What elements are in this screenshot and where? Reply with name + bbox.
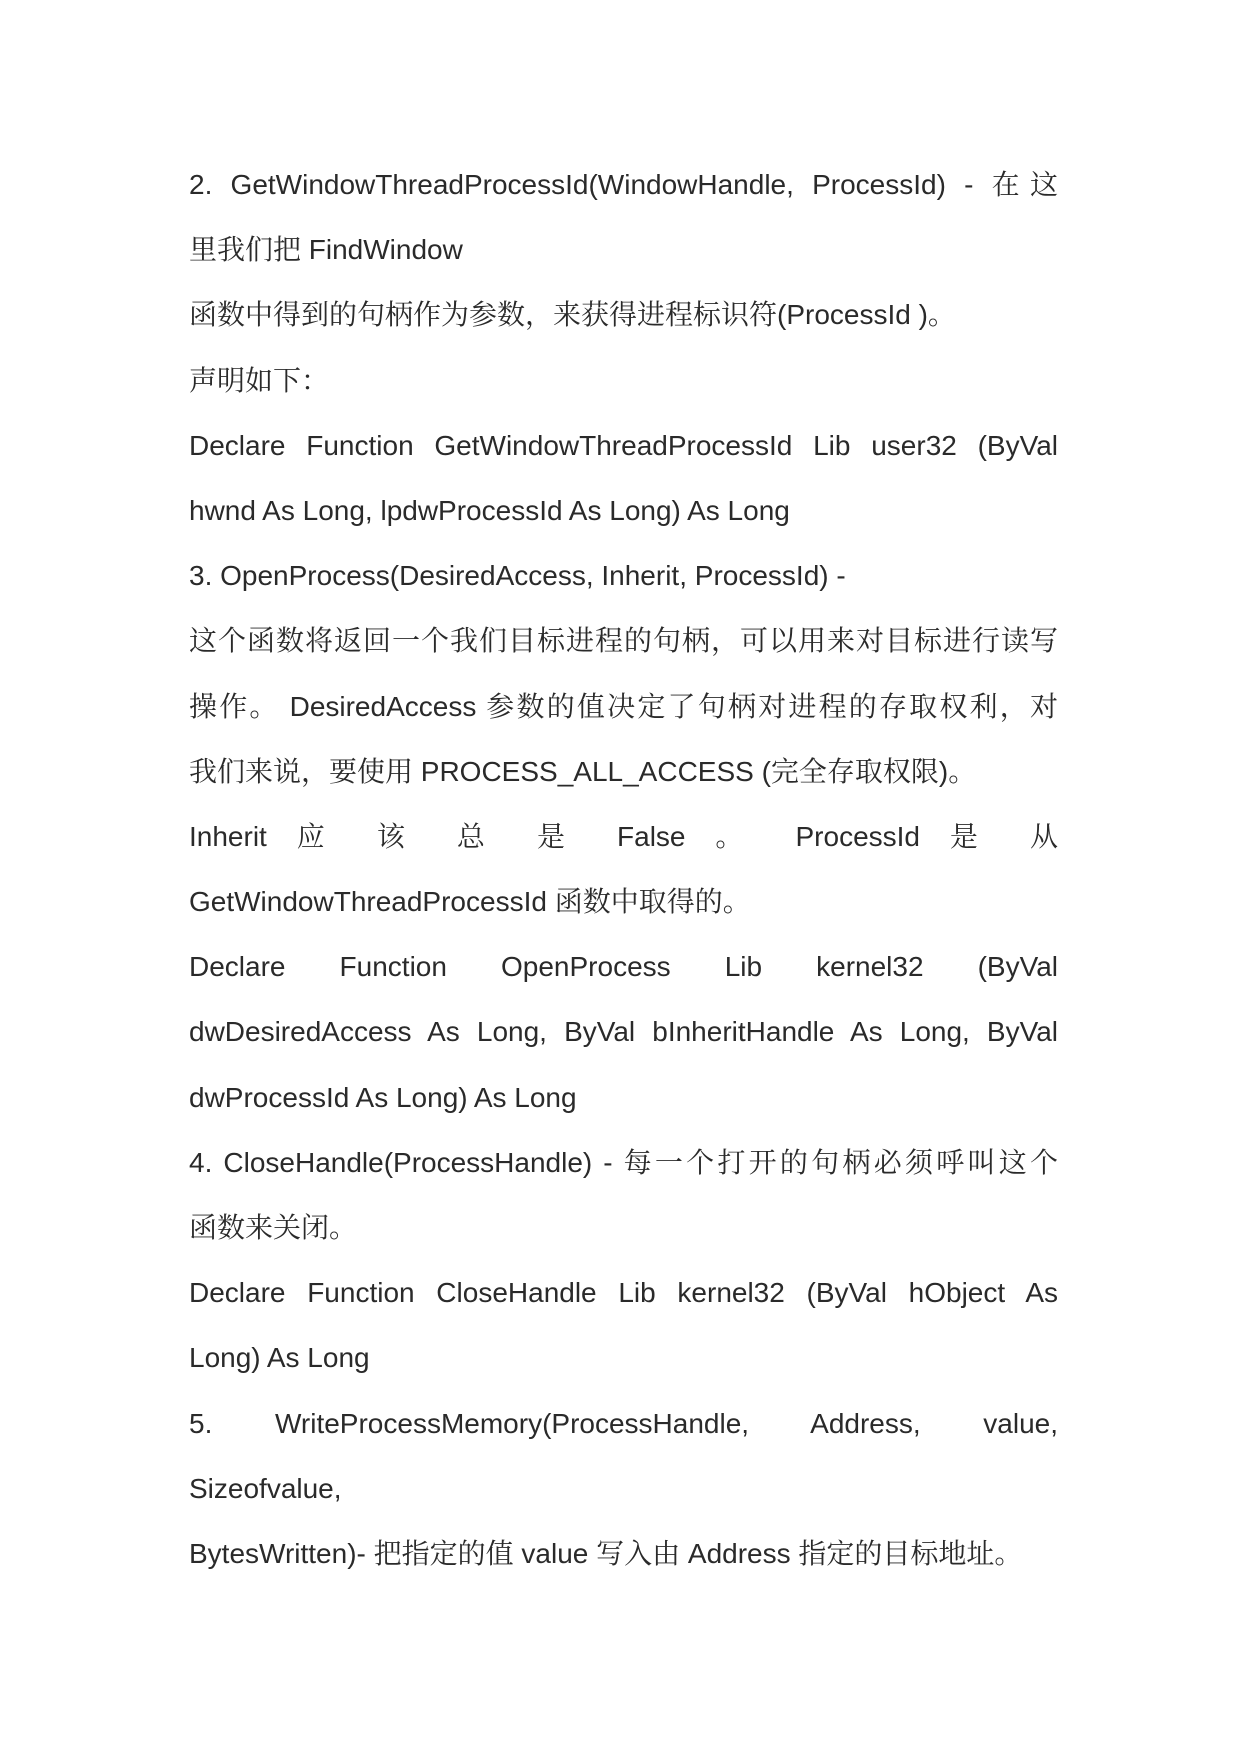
code-line: hwnd As Long, lpdwProcessId As Long) As Long <box>189 494 790 526</box>
text-line: 3. OpenProcess(DesiredAccess, Inherit, ProcessId) - <box>189 560 846 592</box>
text-line: 函数中得到的句柄作为参数，来获得进程标识符(ProcessId )。 <box>189 299 956 331</box>
text-line: 操作。 DesiredAccess 参数的值决定了句柄对进程的存取权利，对 <box>189 690 1058 722</box>
code-line: Declare Function GetWindowThreadProcessId Lib user32 (ByVal <box>189 429 1058 461</box>
text-line: 函数来关闭。 <box>189 1212 358 1243</box>
text-line: 我们来说，要使用 PROCESS_ALL_ACCESS (完全存取权限)。 <box>189 755 977 787</box>
text-line: Inherit 应 该 总 是 False 。 ProcessId 是 从 <box>189 820 1058 852</box>
text-line: 4. CloseHandle(ProcessHandle) - 每一个打开的句柄必须呼叫这个 <box>189 1146 1058 1178</box>
text-line: 2. GetWindowThreadProcessId(WindowHandle, ProcessId) - 在这 <box>189 169 1058 200</box>
document-body <box>189 152 1058 1586</box>
text-line: 5. WriteProcessMemory(ProcessHandle, Address, value, <box>189 1407 1058 1439</box>
code-line: dwDesiredAccess As Long, ByVal bInheritHandle As Long, ByVal <box>189 1016 1058 1048</box>
text-line: 声明如下： <box>189 364 330 396</box>
text-line: 里我们把 FindWindow <box>189 234 463 266</box>
text-line: 这个函数将返回一个我们目标进程的句柄，可以用来对目标进行读写 <box>189 625 1058 657</box>
code-line: Declare Function CloseHandle Lib kernel32 (ByVal hObject As <box>189 1277 1058 1309</box>
code-line: Declare Function OpenProcess Lib kernel32 (ByVal <box>189 951 1058 983</box>
code-line: Long) As Long <box>189 1342 370 1374</box>
text-line: BytesWritten)- 把指定的值 value 写入由 Address 指定的目标地址。 <box>189 1537 1023 1569</box>
text-line: GetWindowThreadProcessId 函数中取得的。 <box>189 886 751 918</box>
text-line: Sizeofvalue, <box>189 1472 342 1504</box>
code-line: dwProcessId As Long) As Long <box>189 1081 577 1113</box>
